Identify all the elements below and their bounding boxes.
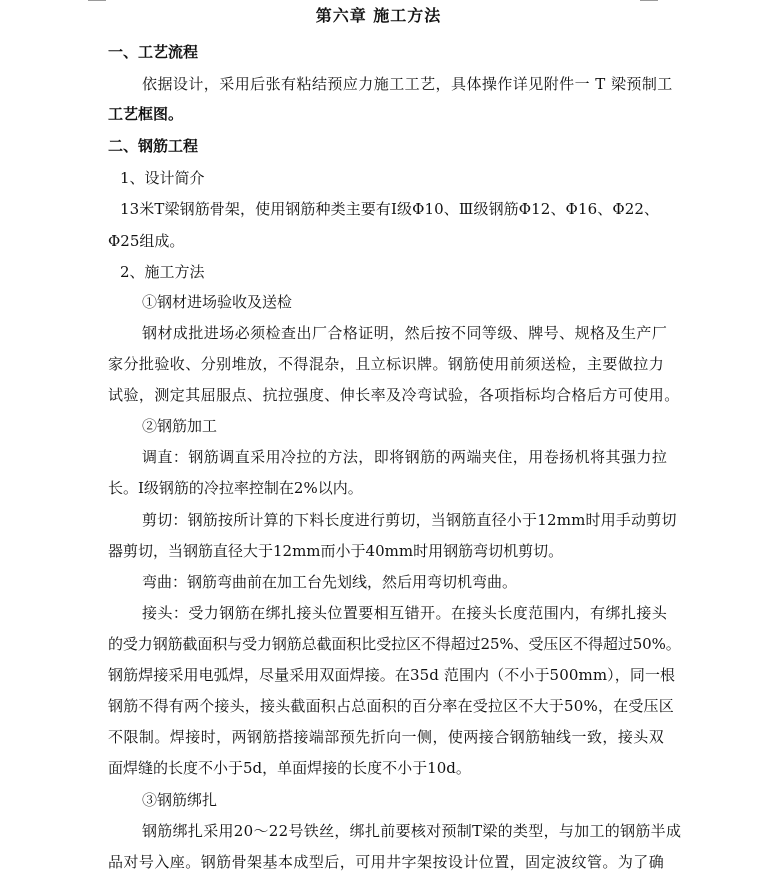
paragraph-line: 钢筋绑扎采用20～22号铁丝，绑扎前要核对预制T梁的类型，与加工的钢筋半成 [142, 822, 682, 840]
paragraph-line: 钢筋不得有两个接头，接头截面积占总面积的百分率在受拉区不大于50%，在受压区 [108, 697, 674, 715]
subsection-heading: 1、设计简介 [120, 169, 205, 187]
paragraph-line: 钢筋焊接采用电弧焊，尽量采用双面焊接。在35d 范围内（不小于500mm），同一根 [108, 666, 676, 684]
paragraph-line: 面焊缝的长度不小于5d，单面焊接的长度不小于10d。 [108, 759, 471, 777]
item-heading: ②钢筋加工 [142, 417, 218, 435]
paragraph-line: 13米T梁钢筋骨架，使用钢筋种类主要有Ⅰ级Φ10、Ⅲ级钢筋Φ12、Φ16、Φ22、 [120, 200, 660, 218]
paragraph-line: 品对号入座。钢筋骨架基本成型后，可用井字架按设计位置，固定波纹管。为了确 [108, 853, 665, 871]
paragraph-line: 调直：钢筋调直采用冷拉的方法，即将钢筋的两端夹住，用卷扬机将其强力拉 [142, 448, 668, 466]
section-heading: 一、工艺流程 [108, 43, 199, 61]
section-heading: 二、钢筋工程 [108, 137, 199, 155]
page-top-rule [0, 0, 757, 1]
paragraph-line: Φ25组成。 [108, 232, 185, 250]
paragraph-line: 依据设计，采用后张有粘结预应力施工工艺，具体操作详见附件一 T 梁预制工 [142, 75, 673, 93]
paragraph-line: 器剪切，当钢筋直径大于12mm而小于40mm时用钢筋弯切机剪切。 [108, 542, 564, 560]
paragraph-line: 钢材成批进场必须检查出厂合格证明，然后按不同等级、牌号、规格及生产厂 [142, 324, 668, 342]
item-heading: ①钢材进场验收及送检 [142, 293, 293, 311]
paragraph-line: 长。Ⅰ级钢筋的冷拉率控制在2%以内。 [108, 479, 363, 497]
paragraph-line: 接头：受力钢筋在绑扎接头位置要相互错开。在接头长度范围内，有绑扎接头 [142, 604, 668, 622]
paragraph-line: 家分批验收、分别堆放，不得混杂，且立标识牌。钢筋使用前须送检，主要做拉力 [108, 355, 665, 373]
paragraph-line: 试验，测定其屈服点、抗拉强度、伸长率及冷弯试验，各项指标均合格后方可使用。 [108, 386, 680, 404]
paragraph-line: 弯曲：钢筋弯曲前在加工台先划线，然后用弯切机弯曲。 [142, 573, 518, 591]
paragraph-line: 剪切：钢筋按所计算的下料长度进行剪切，当钢筋直径小于12mm时用手动剪切 [142, 511, 677, 529]
paragraph-line: 不限制。焊接时，两钢筋搭接端部预先折向一侧，使两接合钢筋轴线一致，接头双 [108, 728, 665, 746]
item-heading: ③钢筋绑扎 [142, 791, 218, 809]
chapter-title: 第六章 施工方法 [315, 6, 442, 25]
paragraph-line: 工艺框图。 [108, 105, 184, 123]
subsection-heading: 2、施工方法 [120, 263, 205, 281]
paragraph-line: 的受力钢筋截面积与受力钢筋总截面积比受拉区不得超过25%、受压区不得超过50%。 [108, 635, 681, 653]
